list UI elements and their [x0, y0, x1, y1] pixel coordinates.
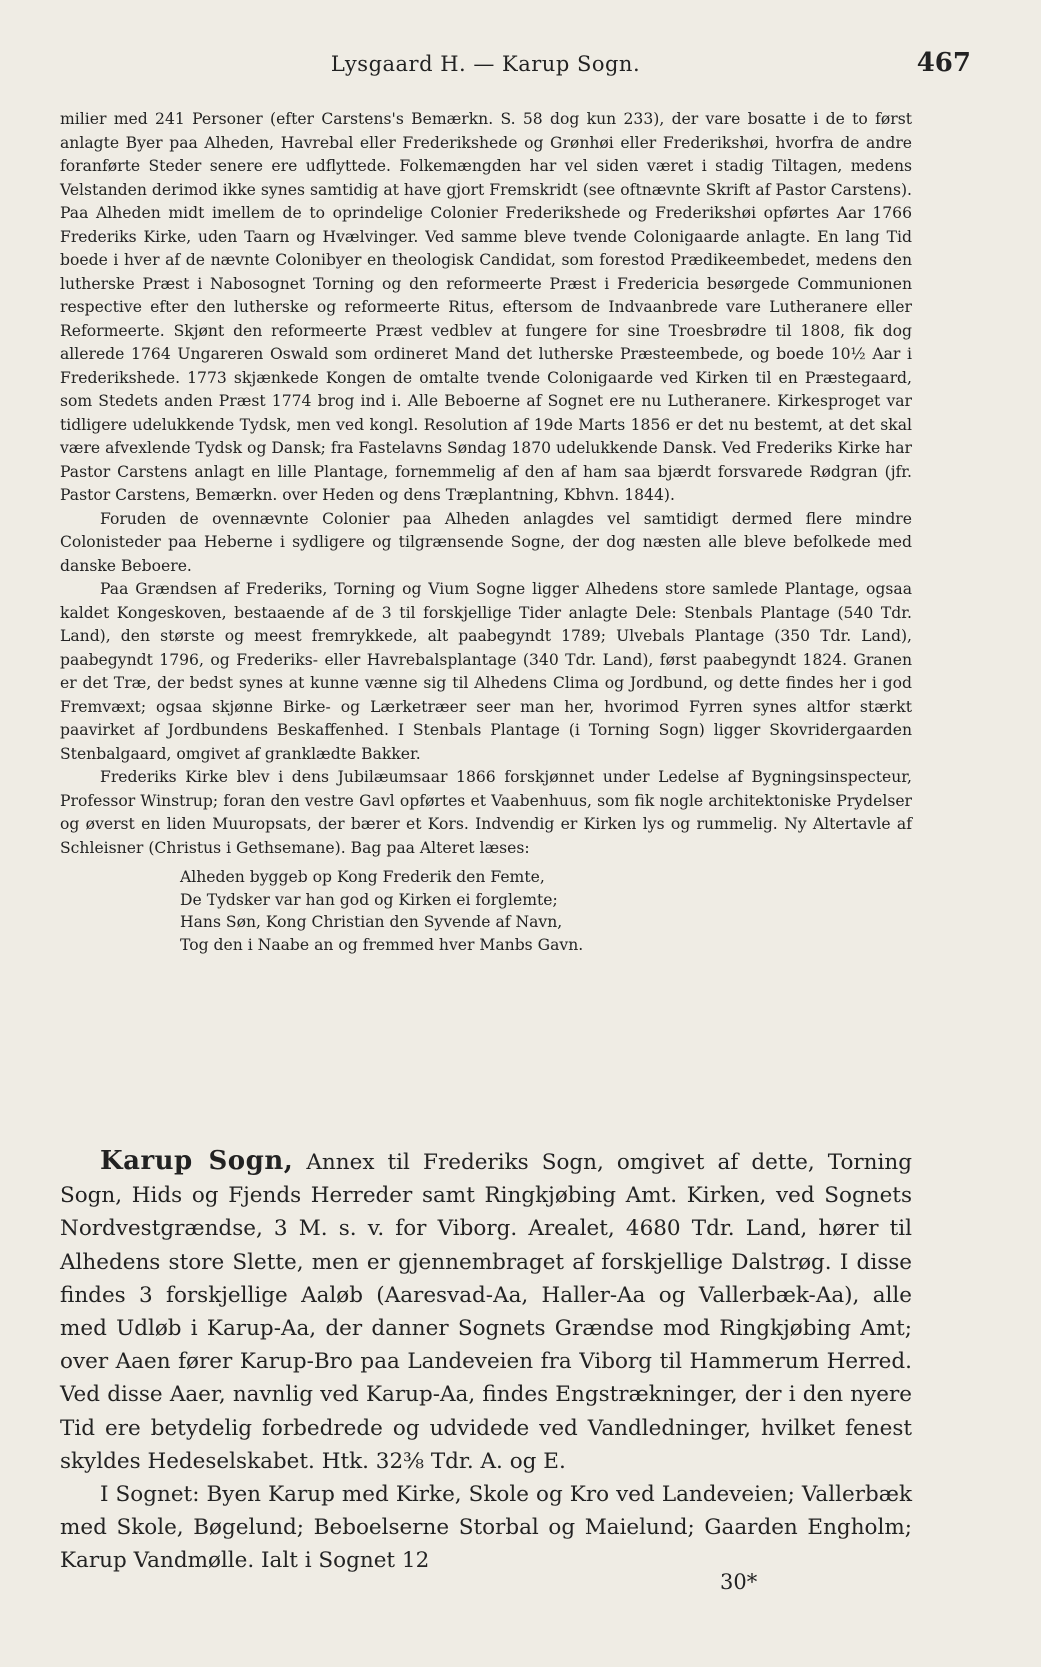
paragraph-3: Paa Grændsen af Frederiks, Torning og Vium Sogne ligger Alhedens store samlede Plantage, ogsaa kaldet Kongeskoven, bestaaende af de 3 til forskjellige Tider anlagte Dele: Stenbals Plantage (540 Tdr. Land), den største og meest fremrykkede, alt paabegyndt 1789; Ulvebals Plantage (350 Tdr. Land), paabegyndt 1796, og Frederiks- eller Havrebalsplantage (340 Tdr. Land), først paabegyndt 1824. Granen er det Træ, der bedst synes at kunne vænne sig til Alhedens Clima og Jordbund, og dette findes her i god Fremvæxt; ogsaa skjønne Birke- og Lærketræer seer man her, hvorimod Fyrren synes altfor stærkt paavirket af Jordbundens Beskaffenhed. I Stenbals Plantage (i Torning Sogn) ligger Skovridergaarden Stenbalgaard, omgivet af granklædte Bakker.: [60, 580, 912, 763]
paragraph-2: Foruden de ovennævnte Colonier paa Alheden anlagdes vel samtidigt dermed flere mindre Colonisteder paa Heberne i sydligere og tilgrænsende Sogne, der dog næsten alle bleve befolkede med danske Beboere.: [60, 509, 912, 575]
altar-inscription-verse: [180, 866, 912, 956]
section-paragraph-2: I Sognet: Byen Karup med Kirke, Skole og Kro ved Landeveien; Vallerbæk med Skole, Bøgelund; Beboelserne Storbal og Maielund; Gaarden Engholm; Karup Vandmølle. Ialt i Sognet 12: [60, 1482, 912, 1574]
running-header: [60, 48, 971, 88]
body-text: [60, 108, 912, 962]
verse-line: Tog den i Naabe an og fremmed hver Manbs Gavn.: [180, 935, 584, 954]
paragraph-4: Frederiks Kirke blev i dens Jubilæumsaar 1866 forskjønnet under Ledelse af Bygningsinspecteur, Professor Winstrup; foran den vestre Gavl opførtes et Vaabenhuus, som fik nogle architektoniske Prydelser og øverst en liden Muuropsats, der bærer et Kors. Indvendig er Kirken lys og rummelig. Ny Altertavle af Schleisner (Christus i Gethsemane). Bag paa Alteret læses:: [60, 768, 912, 857]
verse-line: Hans Søn, Kong Christian den Syvende af Navn,: [180, 913, 563, 931]
karup-sogn-section: [60, 1145, 912, 1578]
header-title: Lysgaard H. — Karup Sogn.: [330, 52, 641, 76]
verse-line: De Tydsker var han god og Kirken ei forglemte;: [180, 890, 558, 909]
page-number: 467: [916, 48, 971, 78]
section-title: Karup Sogn,: [100, 1146, 294, 1176]
paragraph-1: milier med 241 Personer (efter Carstens's Bemærkn. S. 58 dog kun 233), der vare bosatte i de to først anlagte Byer paa Alheden, Havrebal eller Frederikshede og Grønhøi eller Frederikshøi, hvorfra de andre foranførte Steder senere ere udflyttede. Folkemængden har vel siden været i stadig Tiltagen, medens Velstanden derimod ikke synes samtidig at have gjort Fremskridt (see oftnævnte Skrift af Pastor Carstens). Paa Alheden midt imellem de to oprindelige Colonier Frederikshede og Frederikshøi opførtes Aar 1766 Frederiks Kirke, uden Taarn og Hvælvinger. Ved samme bleve tvende Colonigaarde anlagte. En lang Tid boede i hver af de nævnte Colonibyer en theologisk Candidat, som forestod Prædikeembedet, medens den lutherske Præst i Nabosognet Torning og den reformeerte Præst i Fredericia besørgede Communionen respective efter den lutherske og reformeerte Ritus, eftersom de Indvaanbrede vare Lutheranere eller Reformeerte. Skjønt den reformeerte Præst vedblev at fungere for sine Troesbrødre til 1808, fik dog allerede 1764 Ungareren Oswald som ordineret Mand det lutherske Præsteembede, og boede 10½ Aar i Frederikshede. 1773 skjænkede Kongen de omtalte tvende Colonigaarde ved Kirken til en Præstegaard, som Stedets anden Præst 1774 brog ind i. Alle Beboerne af Sognet ere nu Lutheranere. Kirkesproget var tidligere udelukkende Tydsk, men ved kongl. Resolution af 19de Marts 1856 er det nu bestemt, at det skal være afvexlende Tydsk og Dansk; fra Fastelavns Søndag 1870 udelukkende Dansk. Ved Frederiks Kirke har Pastor Carstens anlagt en lille Plantage, fornemmelig af den af ham saa bjærdt forsvarede Rødgran (jfr. Pastor Carstens, Bemærkn. over Heden og dens Træplantning, Kbhvn. 1844).: [60, 110, 912, 504]
verse-line: Alheden byggeb op Kong Frederik den Femte,: [180, 868, 545, 886]
printer-signature-mark: 30*: [720, 1570, 758, 1594]
section-paragraph-1: [60, 1145, 912, 1478]
section-paragraph-1-text: Annex til Frederiks Sogn, omgivet af dette, Torning Sogn, Hids og Fjends Herreder samt Ringkjøbing Amt. Kirken, ved Sognets Nordvestgrændse, 3 M. s. v. for Viborg. Arealet, 4680 Tdr. Land, hører til Alhedens store Slette, men er gjennembraget af forskjellige Dalstrøg. I disse findes 3 forskjellige Aaløb (Aaresvad-Aa, Haller-Aa og Vallerbæk-Aa), alle med Udløb i Karup-Aa, der danner Sognets Grændse mod Ringkjøbing Amt; over Aaen fører Karup-Bro paa Landeveien fra Viborg til Hammerum Herred. Ved disse Aaer, navnlig ved Karup-Aa, findes Engstrækninger, der i den nyere Tid ere betydelig forbedrede og udvidede ved Vandledninger, hvilket fenest skyldes Hedeselskabet. Htk. 32⅜ Tdr. A. og E.: [60, 1150, 913, 1474]
